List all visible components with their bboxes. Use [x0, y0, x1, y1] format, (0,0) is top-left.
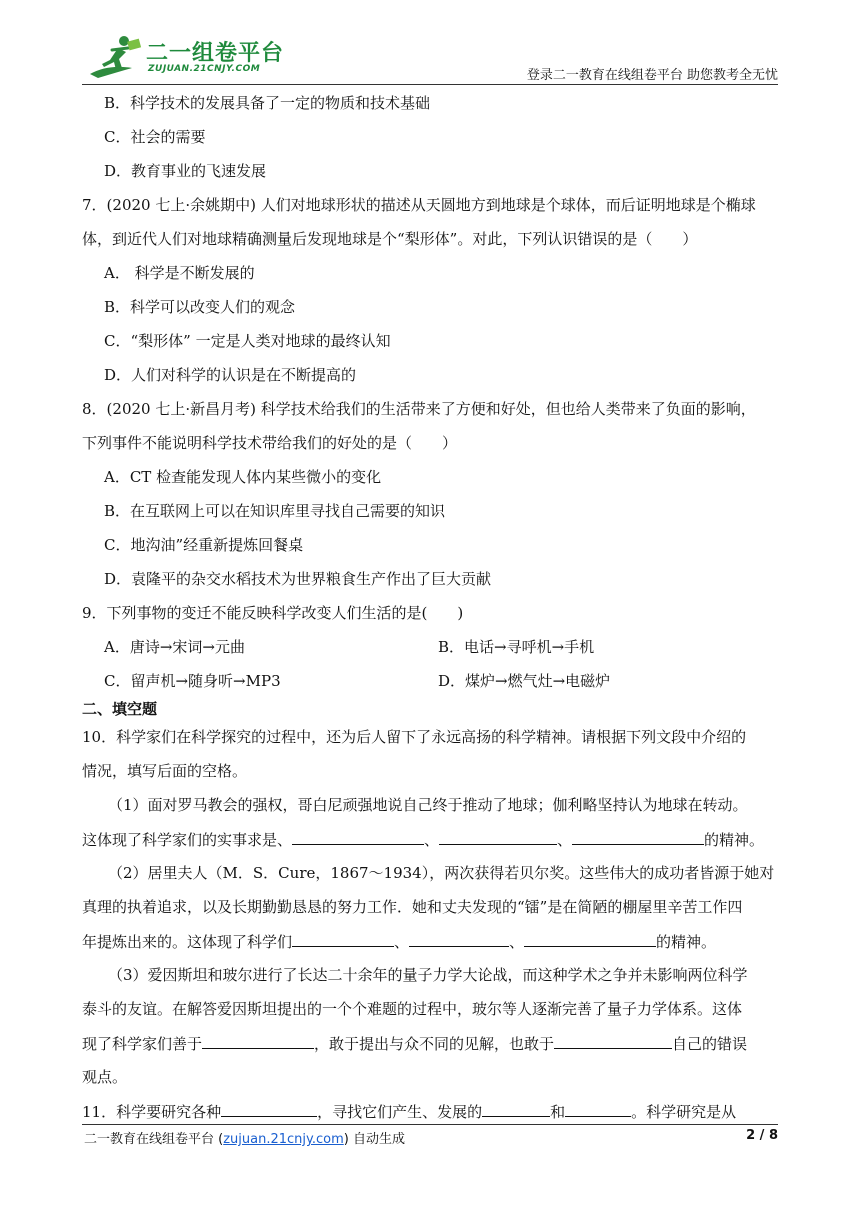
q10-p2-line3 [82, 930, 716, 953]
q10-p3-line2: 泰斗的友谊。在解答爱因斯坦提出的一个个难题的过程中，玻尔等人逐渐完善了量子力学体系。这体 [82, 1000, 743, 1018]
q8-option-a: A．CT 检查能发现人体内某些微小的变化 [104, 468, 382, 486]
q8-stem-line1: 8．(2020 七上·新昌月考) 科学技术给我们的生活带来了方便和好处，但也给人类带来了负面的影响， [82, 400, 756, 418]
footer-site-link[interactable]: zujuan.21cnjy.com [223, 1132, 344, 1147]
runner-logo-icon [88, 34, 144, 80]
q9-option-b: B．电话→寻呼机→手机 [438, 638, 595, 656]
blank-separator: 、 [557, 831, 573, 849]
q10-p3-line1: （3）爱因斯坦和玻尔进行了长达二十余年的量子力学大论战，而这种学术之争并未影响两位科学 [108, 966, 748, 984]
blank-separator: 、 [424, 831, 440, 849]
q7-stem-line2: 体，到近代人们对地球精确测量后发现地球是个“梨形体”。对此，下列认识错误的是（ ） [82, 230, 698, 248]
q6-option-d: D．教育事业的飞速发展 [104, 162, 267, 180]
logo-text: 二一组卷平台 [146, 41, 285, 66]
q8-option-b: B．在互联网上可以在知识库里寻找自己需要的知识 [104, 502, 446, 520]
q6-option-b: B．科学技术的发展具备了一定的物质和技术基础 [104, 94, 431, 112]
q10-p3-line4: 观点。 [82, 1068, 128, 1086]
answer-blank[interactable] [524, 930, 656, 947]
q10-p2-line2: 真理的执着追求，以及长期勤勤恳恳的努力工作．她和丈夫发现的“镭”是在简陋的棚屋里辛苦工作四 [82, 898, 743, 916]
q7-option-a: A． 科学是不断发展的 [104, 264, 255, 282]
q11-text-c: 和 [550, 1103, 566, 1121]
q10-p3-text-a: 现了科学家们善于 [82, 1035, 203, 1053]
q9-option-c: C．留声机→随身听→MP3 [104, 672, 281, 690]
q10-intro-line2: 情况，填写后面的空格。 [82, 762, 248, 780]
q8-option-c: C．地沟油”经重新提炼回餐桌 [104, 536, 304, 554]
footer-divider [82, 1124, 778, 1125]
q10-p3-text-c: 自己的错误 [672, 1035, 748, 1053]
footer-text-post: ) 自动生成 [343, 1132, 405, 1147]
section-title-fill-in: 二、填空题 [82, 700, 158, 718]
q10-p2-text-post: 的精神。 [656, 933, 717, 951]
answer-blank[interactable] [572, 828, 704, 845]
blank-separator: 、 [509, 933, 525, 951]
answer-blank[interactable] [409, 930, 509, 947]
platform-logo[interactable] [88, 34, 288, 80]
page-number: 2 / 8 [746, 1128, 778, 1143]
q10-p1-text-pre: 这体现了科学家们的实事求是、 [82, 831, 293, 849]
footer-text-pre: 二一教育在线组卷平台 ( [84, 1132, 224, 1147]
page-header [0, 0, 860, 86]
header-slogan[interactable]: 登录二一教育在线组卷平台 助您教考全无忧 [526, 68, 778, 83]
q6-option-c: C．社会的需要 [104, 128, 206, 146]
answer-blank[interactable] [554, 1032, 672, 1049]
answer-blank[interactable] [439, 828, 557, 845]
q9-option-d: D．煤炉→燃气灶→电磁炉 [438, 672, 611, 690]
q7-option-d: D．人们对科学的认识是在不断提高的 [104, 366, 357, 384]
q7-option-b: B．科学可以改变人们的观念 [104, 298, 296, 316]
answer-blank[interactable] [565, 1100, 631, 1117]
q10-p1-text-post: 的精神。 [704, 831, 765, 849]
q10-p1-line2 [82, 828, 764, 851]
q11-text-b: ，寻找它们产生、发展的 [317, 1103, 483, 1121]
q8-option-d: D．袁隆平的杂交水稻技术为世界粮食生产作出了巨大贡献 [104, 570, 492, 588]
q10-p3-line3 [82, 1032, 747, 1055]
footer-source [84, 1128, 405, 1147]
q10-p3-text-b: ，敢于提出与众不同的见解，也敢于 [314, 1035, 555, 1053]
q8-stem-line2: 下列事件不能说明科学技术带给我们的好处的是（ ） [82, 434, 458, 452]
q10-intro-line1: 10．科学家们在科学探究的过程中，还为后人留下了永远高扬的科学精神。请根据下列文段中介绍的 [82, 728, 747, 746]
answer-blank[interactable] [292, 828, 424, 845]
q7-stem-line1: 7．(2020 七上·余姚期中) 人们对地球形状的描述从天圆地方到地球是个球体，而后证明地球是个椭球 [82, 196, 756, 214]
q11-stem [82, 1100, 736, 1123]
q9-stem: 9．下列事物的变迁不能反映科学改变人们生活的是( ) [82, 604, 464, 622]
answer-blank[interactable] [482, 1100, 550, 1117]
answer-blank[interactable] [292, 930, 394, 947]
answer-blank[interactable] [202, 1032, 314, 1049]
q10-p2-line1: （2）居里夫人（M．S．Cure，1867～1934），两次获得若贝尔奖。这些伟大的成功者皆源于她对 [108, 864, 775, 882]
header-divider [82, 84, 778, 85]
q7-option-c: C．“梨形体” 一定是人类对地球的最终认知 [104, 332, 391, 350]
q10-p1-line1: （1）面对罗马教会的强权，哥白尼顽强地说自己终于推动了地球；伽利略坚持认为地球在转动。 [108, 796, 748, 814]
q11-text-d: 。科学研究是从 [631, 1103, 737, 1121]
q11-text-a: 11．科学要研究各种 [82, 1103, 222, 1121]
answer-blank[interactable] [221, 1100, 317, 1117]
blank-separator: 、 [394, 933, 410, 951]
q9-option-a: A．唐诗→宋词→元曲 [104, 638, 245, 656]
q10-p2-text-pre: 年提炼出来的。这体现了科学们 [82, 933, 293, 951]
logo-url: ZUJUAN.21CNJY.COM [148, 64, 261, 74]
